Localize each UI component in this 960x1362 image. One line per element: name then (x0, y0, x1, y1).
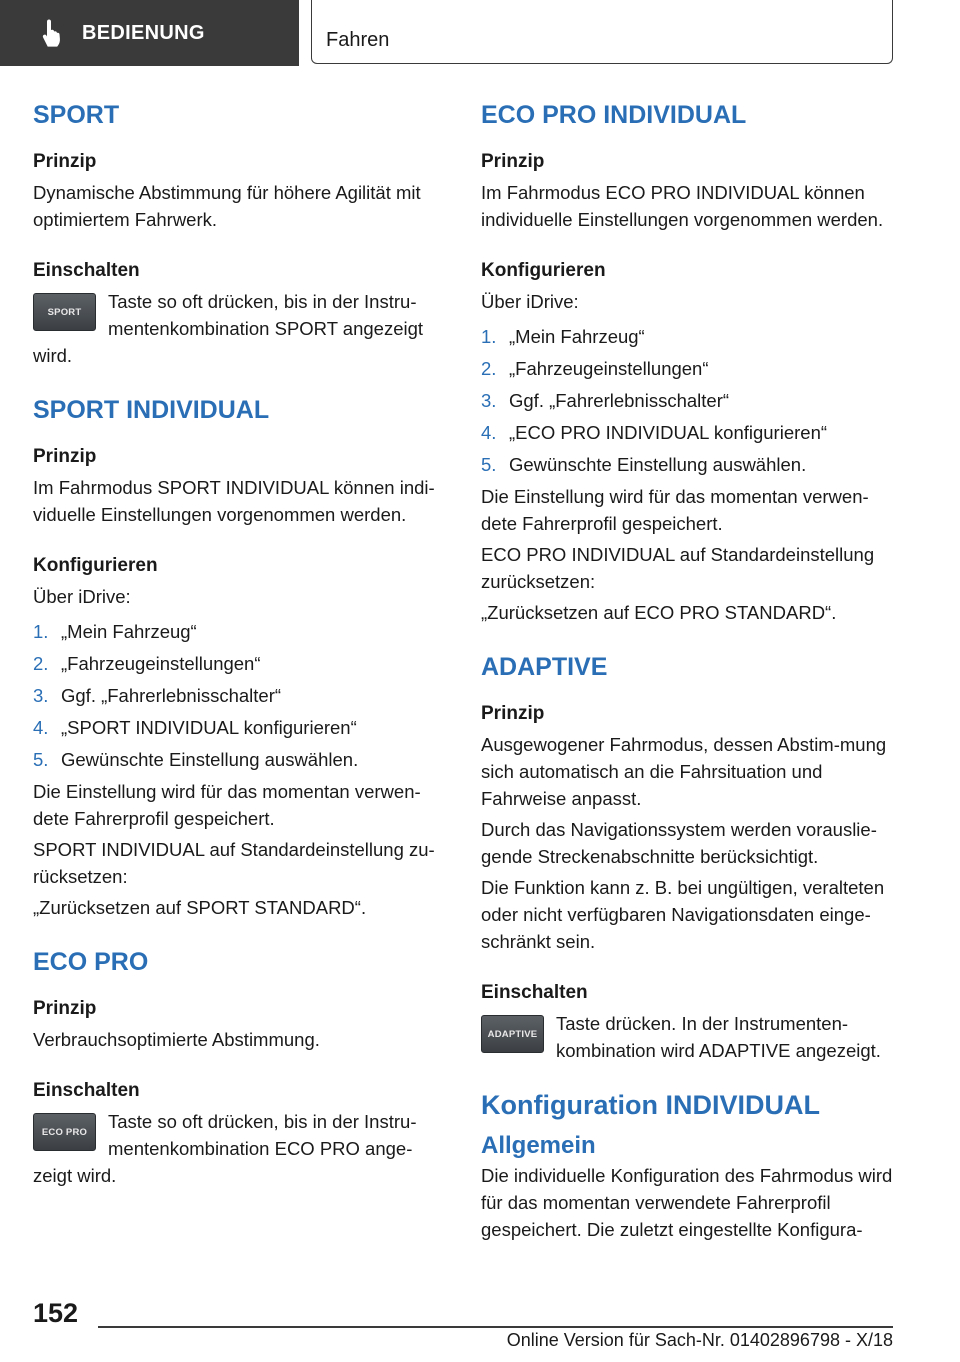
right-column (481, 98, 899, 1243)
list-item: 5. Gewünschte Einstellung auswählen. (33, 749, 359, 770)
list-item: 3. Ggf. „Fahrerlebnisschalter“ (481, 390, 730, 411)
sport-switch-line-2: mentenkombination SPORT angezeigt (108, 318, 424, 339)
eco-pro-individual-after-3: „Zurücksetzen auf ECO PRO STANDARD“. (481, 602, 837, 623)
eco-pro-title: ECO PRO (33, 948, 149, 976)
eco-pro-individual-steps (481, 323, 899, 478)
eco-pro-individual-after-1: Die Einstellung wird für das momentan verwen-dete Fahrerprofil gespeichert. (481, 486, 869, 534)
adaptive-principle-text-3: Die Funktion kann z. B. bei ungültigen, veralteten oder nicht verfügbaren Navigationsdaten einge-schränkt sein. (481, 877, 885, 952)
sport-individual-config-intro: Über iDrive: (33, 586, 131, 607)
list-item: 2. „Fahrzeugeinstellungen“ (481, 358, 709, 379)
sport-title: SPORT (33, 101, 120, 129)
sport-switch-line-1: Taste so oft drücken, bis in der Instru- (108, 291, 417, 312)
list-item: 4. „SPORT INDIVIDUAL konfigurieren“ (33, 717, 357, 738)
hand-pointer-icon (38, 18, 64, 48)
adaptive-key-image: ADAPTIVE (481, 1015, 544, 1053)
sport-individual-after-2: SPORT INDIVIDUAL auf Standardeinstellung zu-rücksetzen: (33, 839, 435, 887)
sport-individual-principle-text: Im Fahrmodus SPORT INDIVIDUAL können indi-viduelle Einstellungen vorgenommen werden. (33, 477, 435, 525)
adaptive-switch-line-2: kombination wird ADAPTIVE angezeigt. (556, 1040, 881, 1061)
section-label: BEDIENUNG (82, 21, 205, 44)
eco-pro-principle-text: Verbrauchsoptimierte Abstimmung. (33, 1029, 320, 1050)
page-header (0, 0, 960, 66)
chapter-tab (311, 0, 893, 64)
adaptive-principle-text-2: Durch das Navigationssystem werden vorauslie-gende Streckenabschnitte berücksichtigt. (481, 819, 877, 867)
page-number: 152 (33, 1298, 79, 1328)
list-item: 1. „Mein Fahrzeug“ (33, 621, 197, 642)
eco-pro-switch-line-1: Taste so oft drücken, bis in der Instru- (108, 1111, 417, 1132)
sport-key-image: SPORT (33, 293, 96, 331)
adaptive-switch-block (481, 1010, 899, 1064)
sport-switch-line-3: wird. (33, 345, 73, 366)
eco-pro-individual-config-intro: Über iDrive: (481, 291, 579, 312)
eco-pro-individual-after-2: ECO PRO INDIVIDUAL auf Standardeinstellung zurücksetzen: (481, 544, 875, 592)
footer-divider (98, 1326, 893, 1328)
list-item: 2. „Fahrzeugeinstellungen“ (33, 653, 261, 674)
sport-individual-after-3: „Zurücksetzen auf SPORT STANDARD“. (33, 897, 367, 918)
list-item: 4. „ECO PRO INDIVIDUAL konfigurieren“ (481, 422, 828, 443)
chapter-label: Fahren (326, 29, 390, 51)
section-tab (0, 0, 299, 66)
konfiguration-subtitle: Allgemein (481, 1132, 596, 1159)
list-item: 5. Gewünschte Einstellung auswählen. (481, 454, 807, 475)
eco-pro-individual-title: ECO PRO INDIVIDUAL (481, 101, 747, 129)
adaptive-title: ADAPTIVE (481, 653, 608, 681)
eco-pro-individual-config-heading: Konfigurieren (481, 260, 606, 281)
adaptive-switch-heading: Einschalten (481, 982, 588, 1003)
eco-pro-key-image: ECO PRO (33, 1113, 96, 1151)
adaptive-switch-line-1: Taste drücken. In der Instrumenten- (556, 1013, 849, 1034)
sport-individual-config-heading: Konfigurieren (33, 555, 158, 576)
list-item: 1. „Mein Fahrzeug“ (481, 326, 645, 347)
eco-pro-principle-heading: Prinzip (33, 998, 97, 1019)
eco-pro-switch-heading: Einschalten (33, 1080, 140, 1101)
eco-pro-switch-block (33, 1108, 451, 1189)
eco-pro-switch-line-2: mentenkombination ECO PRO ange- (108, 1138, 413, 1159)
eco-pro-individual-principle-text: Im Fahrmodus ECO PRO INDIVIDUAL können individuelle Einstellungen vorgenommen werden. (481, 182, 884, 230)
sport-principle-text: Dynamische Abstimmung für höhere Agilität mit optimiertem Fahrwerk. (33, 182, 421, 230)
eco-pro-individual-principle-heading: Prinzip (481, 151, 545, 172)
online-version-note: Online Version für Sach-Nr. 01402896798 - X/18 (506, 1330, 893, 1350)
sport-switch-block (33, 288, 451, 369)
adaptive-principle-heading: Prinzip (481, 703, 545, 724)
list-item: 3. Ggf. „Fahrerlebnisschalter“ (33, 685, 282, 706)
sport-switch-heading: Einschalten (33, 260, 140, 281)
sport-individual-after-1: Die Einstellung wird für das momentan verwen-dete Fahrerprofil gespeichert. (33, 781, 421, 829)
sport-individual-steps (33, 618, 451, 773)
konfiguration-text: Die individuelle Konfiguration des Fahrmodus wird für das momentan verwendete Fahrerprofil gespeichert. Die zuletzt eingestellte Konfigura- (481, 1165, 893, 1240)
eco-pro-switch-line-3: zeigt wird. (33, 1165, 117, 1186)
sport-individual-title: SPORT INDIVIDUAL (33, 396, 270, 424)
sport-principle-heading: Prinzip (33, 151, 97, 172)
adaptive-principle-text-1: Ausgewogener Fahrmodus, dessen Abstim-mung sich automatisch an die Fahrsituation und Fahrweise anpasst. (481, 734, 887, 809)
sport-individual-principle-heading: Prinzip (33, 446, 97, 467)
left-column (33, 98, 451, 1189)
konfiguration-title: Konfiguration INDIVIDUAL (481, 1090, 820, 1120)
